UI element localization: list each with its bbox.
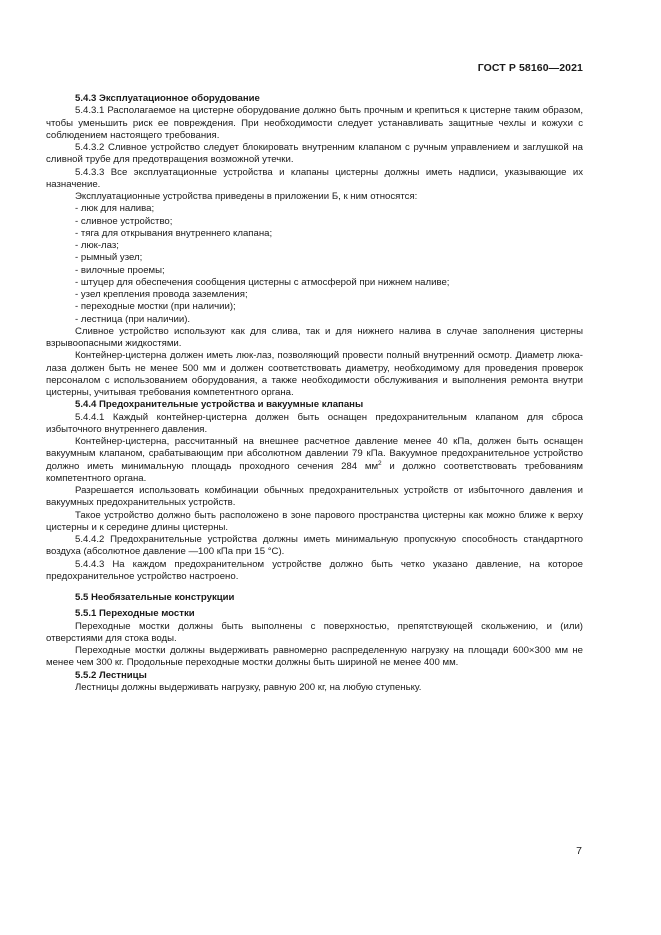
paragraph-text: Контейнер-цистерна, рассчитанный на внешнее расчетное давление менее 40 кПа, должен быть оснащен вакуумным клапаном, срабатывающим при абсолютном давлении 79 кПа. Вакуумное предохранительное устройство должно иметь минимальную площадь проходного сечения 284 мм bbox=[46, 436, 583, 472]
list-item: - штуцер для обеспечения сообщения цистерны с атмосферой при нижнем наливе; bbox=[75, 276, 450, 288]
list-item: - рымный узел; bbox=[75, 252, 143, 264]
section-heading-5-4-4: 5.4.4 Предохранительные устройства и вакуумные клапаны bbox=[75, 399, 364, 411]
list-item: - сливное устройство; bbox=[75, 215, 173, 227]
paragraph: Лестницы должны выдерживать нагрузку, равную 200 кг, на любую ступеньку. bbox=[75, 681, 422, 693]
paragraph: 5.4.3.3 Все эксплуатационные устройства и клапаны цистерны должны иметь надписи, указывающие их назначение. bbox=[46, 166, 583, 190]
list-item: - люк-лаз; bbox=[75, 240, 119, 251]
paragraph: Переходные мостки должны быть выполнены с поверхностью, препятствующей скольжению, и (или) отверстиями для стока воды. bbox=[46, 620, 583, 644]
list-item: - тяга для открывания внутреннего клапана; bbox=[75, 227, 273, 239]
section-heading-5-4-3: 5.4.3 Эксплуатационное оборудование bbox=[75, 93, 260, 104]
paragraph: Такое устройство должно быть расположено в зоне парового пространства цистерны как можно ближе к верху цистерны и к середине длины цистерны. bbox=[46, 509, 583, 533]
paragraph: Переходные мостки должны выдерживать равномерно распределенную нагрузку на площади 600×300 мм не менее чем 300 кг. Продольные переходные мостки должны быть шириной не менее 400 мм. bbox=[46, 645, 583, 669]
list-item: - узел крепления провода заземления; bbox=[75, 289, 248, 300]
paragraph bbox=[46, 436, 583, 485]
superscript: 2 bbox=[378, 459, 382, 467]
list-item: - лестница (при наличии). bbox=[75, 313, 191, 325]
section-heading-5-5-2: 5.5.2 Лестницы bbox=[75, 669, 147, 681]
section-heading-5-5-1: 5.5.1 Переходные мостки bbox=[75, 608, 195, 620]
list-item: - люк для налива; bbox=[75, 203, 155, 215]
paragraph: 5.4.3.2 Сливное устройство следует блокировать внутренним клапаном с ручным управлением и заглушкой на сливной трубе для предотвращения возможной утечки. bbox=[46, 142, 583, 166]
paragraph: 5.4.3.1 Располагаемое на цистерне оборудование должно быть прочным и крепиться к цистерне таким образом, чтобы уменьшить риск ее повреждения. При необходимости следует устанавливать защитные чехлы и кожухи с соблюдением настоящего требования. bbox=[46, 105, 583, 141]
paragraph: 5.4.4.1 Каждый контейнер-цистерна должен быть оснащен предохранительным клапаном для сброса избыточного внутреннего давления. bbox=[46, 411, 583, 435]
paragraph-text: и должно соответствовать требованиям компетентного органа. bbox=[46, 460, 583, 484]
paragraph: Эксплуатационные устройства приведены в приложении Б, к ним относятся: bbox=[75, 191, 418, 202]
page-number: 7 bbox=[576, 845, 582, 857]
document-header: ГОСТ Р 58160—2021 bbox=[477, 62, 583, 74]
paragraph: Разрешается использовать комбинации обычных предохранительных устройств от избыточного давления и вакуумных предохранительных устройств. bbox=[46, 485, 583, 509]
list-item: - вилочные проемы; bbox=[75, 264, 165, 276]
document-body bbox=[46, 93, 583, 694]
paragraph: 5.4.4.3 На каждом предохранительном устройстве должно быть четко указано давление, на которое предохранительное устройство настроено. bbox=[46, 558, 583, 582]
paragraph: Сливное устройство используют как для слива, так и для нижнего налива в случае заполнения цистерны взрывоопасными жидкостями. bbox=[46, 325, 583, 349]
list-item: - переходные мостки (при наличии); bbox=[75, 301, 236, 313]
section-heading-5-5: 5.5 Необязательные конструкции bbox=[75, 592, 235, 603]
paragraph: Контейнер-цистерна должен иметь люк-лаз, позволяющий провести полный внутренний осмотр. Диаметр люка-лаза должен быть не менее 500 мм и должен соответствовать диаметру, необходимому для проведения проверок персоналом с использованием оборудования, а также необходимости обслуживания и выполнения ремонта внутри цистерны, учитывая требования компетентного органа. bbox=[46, 350, 583, 398]
paragraph: 5.4.4.2 Предохранительные устройства должны иметь минимальную пропускную способность стандартного воздуха (абсолютное давление —100 кПа при 15 °С). bbox=[46, 534, 583, 558]
